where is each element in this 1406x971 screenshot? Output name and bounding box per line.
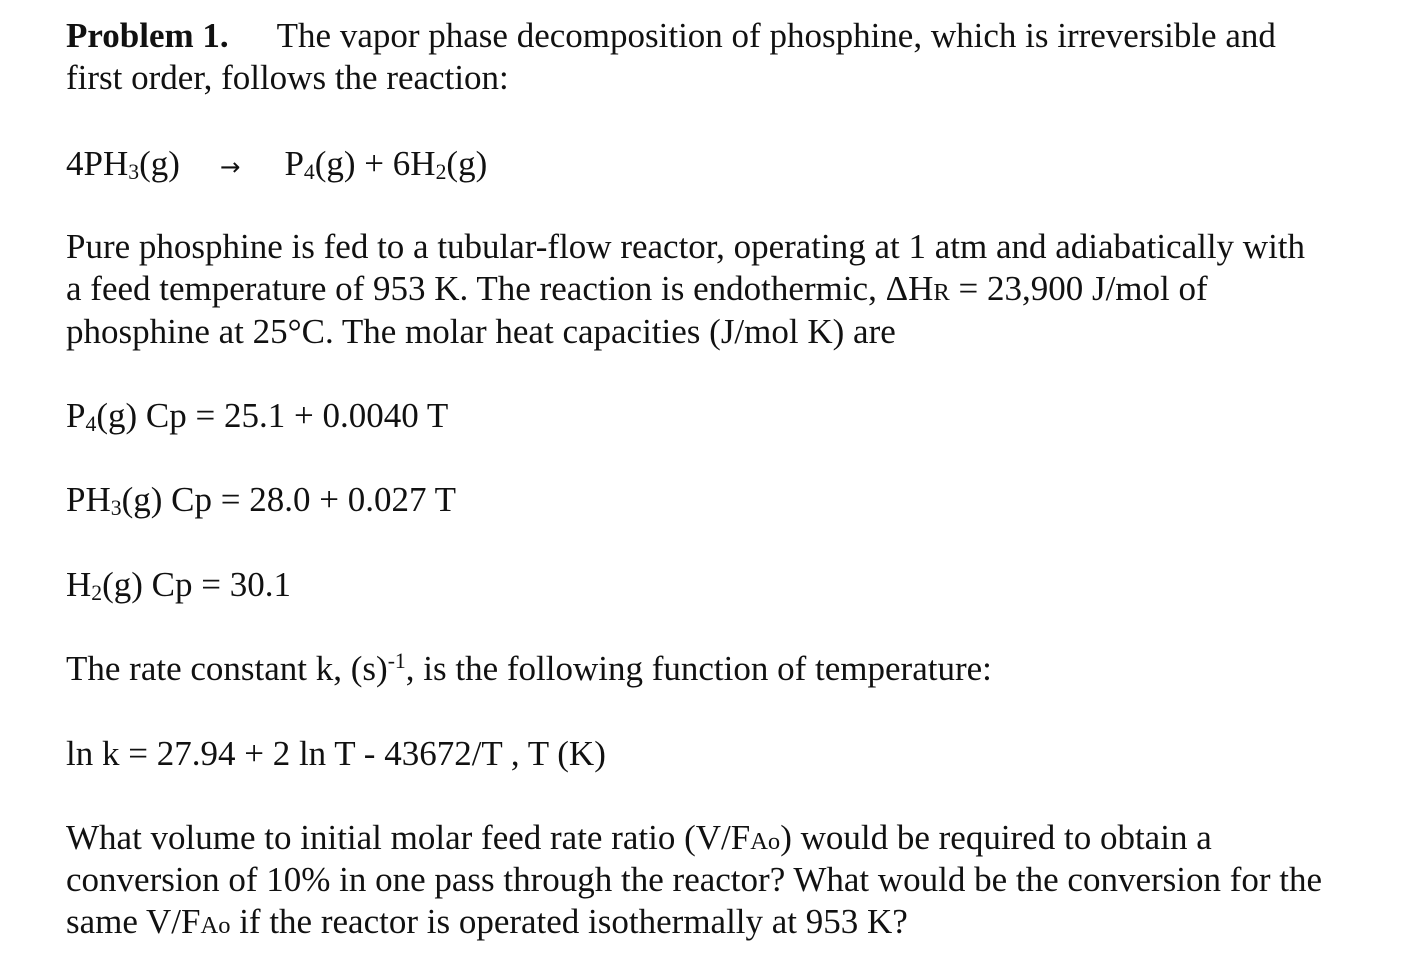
question-line-3-b: if the reactor is operated isothermally at 953 K? bbox=[230, 902, 908, 941]
cp-h2-species: H bbox=[66, 565, 92, 604]
feed-rate-subscript: Ao bbox=[750, 828, 781, 855]
reactant: 4PH bbox=[66, 144, 129, 183]
description-line-1: Pure phosphine is fed to a tubular-flow reactor, operating at 1 atm and adiabatically with bbox=[66, 227, 1306, 266]
product-p4-state: (g) + 6H bbox=[314, 144, 436, 183]
rate-constant-equation: ln k = 27.94 + 2 ln T - 43672/T , T (K) bbox=[66, 734, 606, 773]
cp-p4-expression: (g) Cp = 25.1 + 0.0040 T bbox=[96, 396, 449, 435]
cp-p4 bbox=[66, 395, 448, 437]
product-h2-subscript: 2 bbox=[435, 159, 447, 184]
intro-text-1: The vapor phase decomposition of phosphine, which is irreversible and bbox=[276, 16, 1276, 55]
cp-h2 bbox=[66, 564, 291, 606]
product-p4: P bbox=[284, 144, 304, 183]
question-line-3-a: same V/F bbox=[66, 902, 201, 941]
reaction-equation bbox=[66, 143, 487, 185]
cp-ph3 bbox=[66, 479, 456, 521]
cp-ph3-expression: (g) Cp = 28.0 + 0.027 T bbox=[121, 480, 456, 519]
product-h2-state: (g) bbox=[446, 144, 488, 183]
reactant-subscript: 3 bbox=[128, 159, 140, 184]
cp-ph3-species: PH bbox=[66, 480, 111, 519]
reaction-arrow-icon: → bbox=[219, 152, 241, 181]
question-line-3 bbox=[66, 901, 908, 943]
description-line-2 bbox=[66, 268, 1208, 310]
cp-p4-species: P bbox=[66, 396, 86, 435]
cp-h2-subscript: 2 bbox=[91, 580, 103, 605]
rate-constant-text bbox=[66, 648, 992, 690]
problem-heading: Problem 1. bbox=[66, 16, 229, 55]
rate-constant-superscript: -1 bbox=[387, 649, 406, 674]
question-line-1-b: ) would be required to obtain a bbox=[780, 818, 1212, 857]
problem-intro-line-2: first order, follows the reaction: bbox=[66, 58, 509, 97]
cp-p4-subscript: 4 bbox=[85, 411, 97, 436]
cp-ph3-subscript: 3 bbox=[110, 495, 122, 520]
reactant-state: (g) bbox=[139, 144, 180, 183]
enthalpy-subscript: R bbox=[933, 279, 950, 306]
cp-h2-expression: (g) Cp = 30.1 bbox=[102, 565, 292, 604]
question-line-2: conversion of 10% in one pass through the reactor? What would be the conversion for the bbox=[66, 860, 1323, 899]
question-line-1 bbox=[66, 817, 1212, 859]
product-p4-subscript: 4 bbox=[303, 159, 315, 184]
rate-constant-text-a: The rate constant k, (s) bbox=[66, 649, 388, 688]
description-line-2-b: = 23,900 J/mol of bbox=[949, 269, 1208, 308]
question-line-1-a: What volume to initial molar feed rate ratio (V/F bbox=[66, 818, 751, 857]
problem-intro-line-1 bbox=[66, 15, 1276, 57]
rate-constant-text-b: , is the following function of temperature: bbox=[405, 649, 992, 688]
description-line-3: phosphine at 25°C. The molar heat capacities (J/mol K) are bbox=[66, 312, 896, 351]
feed-rate-subscript-2: Ao bbox=[200, 912, 231, 939]
description-line-2-a: a feed temperature of 953 K. The reaction is endothermic, ΔH bbox=[66, 269, 934, 308]
